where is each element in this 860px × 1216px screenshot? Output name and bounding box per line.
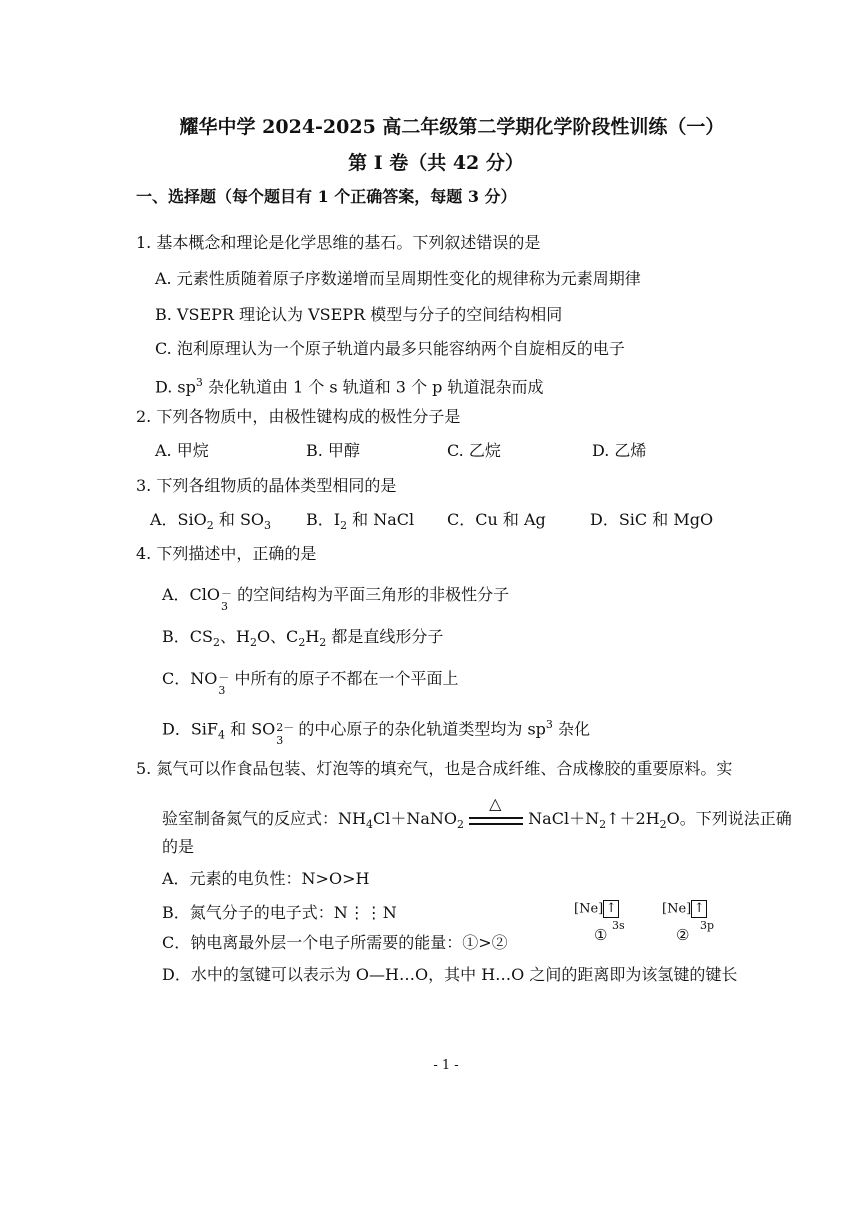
q1-option-a: A. 元素性质随着原子序数递增而呈周期性变化的规律称为元素周期律 [155, 269, 641, 288]
volume-title: 第 I 卷（共 42 分） [348, 152, 524, 174]
reaction-arrow-heat: △ [469, 809, 523, 831]
q4-stem: 4. 下列描述中，正确的是 [136, 544, 317, 563]
q2-option-c: C. 乙烷 [447, 441, 501, 460]
orbital-box-icon: ↑ [691, 900, 707, 918]
orbital-diagram-1: [Ne] ↑ [574, 900, 619, 918]
orbital-2-label: 3p [700, 919, 715, 932]
q1-option-b: B. VSEPR 理论认为 VSEPR 模型与分子的空间结构相同 [155, 305, 563, 324]
section-heading: 一、选择题（每个题目有 1 个正确答案，每题 3 分） [136, 187, 517, 206]
q2-option-a: A. 甲烷 [155, 441, 209, 460]
q5-stem-line3: 的是 [162, 837, 195, 856]
orbital-1-label: 3s [612, 919, 625, 932]
q4-option-a: A．ClO － 3 的空间结构为平面三角形的非极性分子 [162, 585, 510, 613]
q5-option-b: B．氮气分子的电子式：N⋮⋮N [162, 903, 398, 922]
superscript-subscript-stack: － 3 [221, 586, 233, 613]
orbital-diagram-2: [Ne] ↑ [662, 900, 707, 918]
exam-title: 耀华中学 2024-2025 高二年级第二学期化学阶段性训练（一） [179, 116, 725, 138]
n2-lewis-structure: N⋮⋮N [333, 903, 398, 922]
q4-option-b: B．$CS_2$、$H_2O$、$C_2H_2$ 都是直线形分子 [162, 627, 444, 650]
q5-option-a: A．元素的电负性：N>O>H [162, 869, 370, 888]
q3-option-c: C．Cu 和 Ag [447, 510, 546, 529]
q1-option-d: D. $sp^3$ 杂化轨道由 1 个 s 轨道和 3 个 p 轨道混杂而成 [155, 376, 544, 397]
q3-option-d: D．SiC 和 MgO [590, 510, 714, 529]
q2-option-d: D. 乙烯 [592, 441, 647, 460]
q3-option-a: A．SiO$_2$ 和 $SO_3$ [150, 510, 272, 533]
q4-option-d: D．SiF$_4$ 和 SO 2－ 3 的中心原子的杂化轨道类型均为 $sp^3$ 杂化 [162, 718, 591, 747]
q5-stem-line2: 验室制备氮气的反应式：$NH_4Cl+NaNO_2$ △ $NaCl+N_2↑+2H_2O$。下列说法正确 [162, 793, 792, 832]
q3-option-b: B．$I_2$ 和 NaCl [306, 510, 415, 533]
q5-stem-line1: 5. 氮气可以作食品包装、灯泡等的填充气，也是合成纤维、合成橡胶的重要原料。实 [136, 759, 733, 778]
q2-option-b: B. 甲醇 [306, 441, 360, 460]
q2-stem: 2. 下列各物质中，由极性键构成的极性分子是 [136, 407, 461, 426]
q3-stem: 3. 下列各组物质的晶体类型相同的是 [136, 476, 397, 495]
q5-option-c: C．钠电离最外层一个电子所需要的能量：①>② [162, 933, 508, 952]
superscript-subscript-stack: 2－ 3 [276, 720, 295, 747]
orbital-1-marker: ① [594, 926, 608, 944]
superscript-subscript-stack: － 3 [218, 670, 230, 697]
q4-option-c: C．NO － 3 中所有的原子不都在一个平面上 [162, 669, 459, 697]
orbital-box-icon: ↑ [603, 900, 619, 918]
page-number: - 1 - [433, 1058, 459, 1073]
q5-option-d: D．水中的氢键可以表示为 O—H…O，其中 H…O 之间的距离即为该氢键的键长 [162, 965, 738, 984]
q1-option-c: C. 泡利原理认为一个原子轨道内最多只能容纳两个自旋相反的电子 [155, 339, 625, 358]
q1-stem: 1. 基本概念和理论是化学思维的基石。下列叙述错误的是 [136, 233, 541, 252]
orbital-2-marker: ② [676, 926, 690, 944]
